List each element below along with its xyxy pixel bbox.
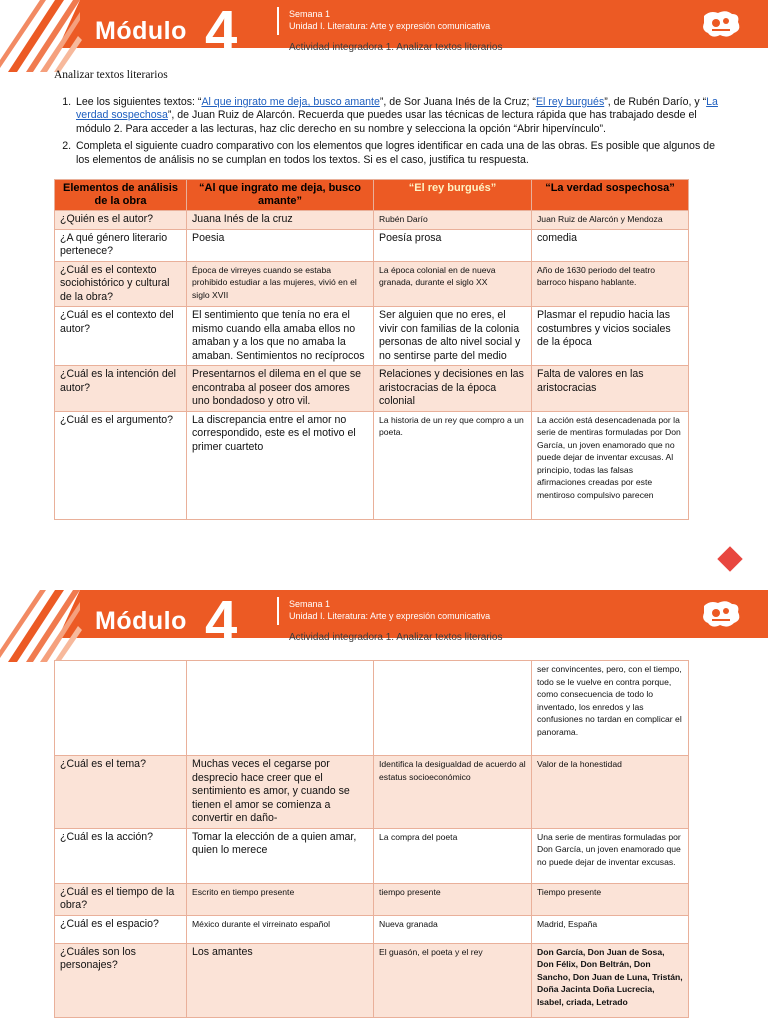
row-label: ¿Cuál es el espacio? <box>55 915 187 943</box>
row-label <box>55 661 187 756</box>
instruction-text: ”, de Sor Juana Inés de la Cruz; “ <box>379 96 536 108</box>
instructions-list <box>54 96 722 171</box>
table-cell: Poesia <box>187 229 374 261</box>
link-el-rey-burgues[interactable]: El rey burgués <box>535 96 605 108</box>
unit-label: Unidad I. Literatura: Arte y expresión comunicativa <box>289 21 491 31</box>
week-label: Semana 1 <box>289 9 331 19</box>
column-header: “El rey burgués” <box>374 180 532 211</box>
table-row <box>55 883 689 915</box>
table-cell: Presentarnos el dilema en el que se encontraba al poseer dos amores uno bondadoso y otro vil. <box>187 366 374 412</box>
instruction-text: Lee los siguientes textos: “ <box>76 96 202 108</box>
table-row <box>55 915 689 943</box>
module-number: 4 <box>205 0 238 64</box>
table-cell: Tomar la elección de a quien amar, quien lo merece <box>187 828 374 883</box>
row-label: ¿Cuál es el argumento? <box>55 411 187 519</box>
table-cell: Valor de la honestidad <box>532 756 689 829</box>
activity-label: Actividad integradora 1. Analizar textos literarios <box>289 42 503 53</box>
instruction-text: ”, de Juan Ruiz de Alarcón. Recuerda que puedes usar las técnicas de lectura rápida que has trabajado desde el módulo 2. Para acceder a las lecturas, haz clic derecho en su nombre y selecciona la opción “Abrir hipervínculo”. <box>76 109 697 135</box>
table-cell: Nueva granada <box>374 915 532 943</box>
document-title: Analizar textos literarios <box>54 69 168 81</box>
table-row <box>55 661 689 756</box>
table-row <box>55 229 689 261</box>
table-cell: tiempo presente <box>374 883 532 915</box>
table-cell: Época de virreyes cuando se estaba prohibido estudiar a las mujeres, vivió en el siglo XVII <box>187 261 374 307</box>
table-cell: Falta de valores en las aristocracias <box>532 366 689 412</box>
table-cell: La época colonial en de nueva granada, durante el siglo XX <box>374 261 532 307</box>
comparison-table-part-2 <box>54 660 689 1018</box>
row-label: ¿Cuál es el tema? <box>55 756 187 829</box>
table-cell <box>374 661 532 756</box>
table-cell: La discrepancia entre el amor no correspondido, este es el motivo el primer cuarteto <box>187 411 374 519</box>
table-cell: Plasmar el repudio hacia las costumbres y vicios sociales de la época <box>532 307 689 366</box>
module-word: Módulo <box>95 17 187 45</box>
table-cell: Don García, Don Juan de Sosa, Don Félix, Don Beltrán, Don Sancho, Don Juan de Luna, Tristán, Doña Jacinta Doña Lucrecia, Isabel, criada, Letrado <box>532 943 689 1017</box>
table-cell: Una serie de mentiras formuladas por Don García, un joven enamorado que no puede dejar de inventar excusas. <box>532 828 689 883</box>
instruction-text: ”, de Rubén Darío, y “ <box>604 96 707 108</box>
table-cell: Madrid, España <box>532 915 689 943</box>
row-label: ¿Cuál es la intención del autor? <box>55 366 187 412</box>
column-header: “La verdad sospechosa” <box>532 180 689 211</box>
table-cell: Identifica la desigualdad de acuerdo al estatus socioeconómico <box>374 756 532 829</box>
table-cell: La historia de un rey que compro a un poeta. <box>374 411 532 519</box>
table-cell: Poesía prosa <box>374 229 532 261</box>
table-cell: Año de 1630 periodo del teatro barroco hispano hablante. <box>532 261 689 307</box>
header-divider <box>277 7 279 35</box>
link-al-que-ingrato[interactable]: Al que ingrato me deja, busco amante <box>201 96 380 108</box>
table-cell: México durante el virreinato español <box>187 915 374 943</box>
activity-label: Actividad integradora 1. Analizar textos literarios <box>289 632 503 643</box>
row-label: ¿Cuáles son los personajes? <box>55 943 187 1017</box>
module-header <box>0 590 768 662</box>
table-cell: Los amantes <box>187 943 374 1017</box>
red-diamond-icon <box>717 546 742 571</box>
instruction-item <box>74 96 722 136</box>
table-row <box>55 307 689 366</box>
table-cell: La compra del poeta <box>374 828 532 883</box>
table-header-row <box>55 180 689 211</box>
row-label: ¿A qué género literario pertenece? <box>55 229 187 261</box>
table-cell: Tiempo presente <box>532 883 689 915</box>
comparison-table-part-1 <box>54 179 689 520</box>
table-row <box>55 943 689 1017</box>
unit-label: Unidad I. Literatura: Arte y expresión comunicativa <box>289 611 491 621</box>
table-cell <box>187 661 374 756</box>
table-cell: ser convincentes, pero, con el tiempo, todo se le vuelve en contra porque, como consecuencia de todo lo inventado, los enredos y las confusiones no tardan en complicar el panorama. <box>532 661 689 756</box>
row-label: ¿Cuál es el contexto del autor? <box>55 307 187 366</box>
week-label: Semana 1 <box>289 599 331 609</box>
table-cell: El guasón, el poeta y el rey <box>374 943 532 1017</box>
table-row <box>55 756 689 829</box>
table-cell: La acción está desencadenada por la serie de mentiras formuladas por Don García, un joven enamorado que no puede dejar de inventar excusas. Al principio, todas las falsas afirmaciones creadas por este mentiroso compulsivo parecen <box>532 411 689 519</box>
table-row <box>55 411 689 519</box>
table-cell: Juana Inés de la cruz <box>187 211 374 230</box>
row-label: ¿Cuál es la acción? <box>55 828 187 883</box>
table-cell: Ser alguien que no eres, el vivir con familias de la colonia personas de alto nivel social y no sentirse parte del medio <box>374 307 532 366</box>
prepa-logo-icon <box>700 598 742 630</box>
prepa-logo-icon <box>700 8 742 40</box>
table-row <box>55 828 689 883</box>
table-row <box>55 211 689 230</box>
table-cell: comedia <box>532 229 689 261</box>
column-header: “Al que ingrato me deja, busco amante” <box>187 180 374 211</box>
table-cell: Juan Ruiz de Alarcón y Mendoza <box>532 211 689 230</box>
row-label: ¿Cuál es el contexto sociohistórico y cultural de la obra? <box>55 261 187 307</box>
table-cell: El sentimiento que tenía no era el mismo cuando ella amaba ellos no amaban y a los que no amaba la amaban. Sentimientos no recíprocos <box>187 307 374 366</box>
row-label: ¿Quién es el autor? <box>55 211 187 230</box>
column-header: Elementos de análisis de la obra <box>55 180 187 211</box>
header-divider <box>277 597 279 625</box>
module-number: 4 <box>205 589 238 654</box>
table-cell: Rubén Darío <box>374 211 532 230</box>
module-header <box>0 0 768 72</box>
table-cell: Escrito en tiempo presente <box>187 883 374 915</box>
table-cell: Relaciones y decisiones en las aristocracias de la época colonial <box>374 366 532 412</box>
page-2 <box>0 590 768 1024</box>
link-la-verdad-sospechosa[interactable]: La verdad sospechosa <box>76 96 718 122</box>
table-cell: Muchas veces el cegarse por desprecio hace creer que el sentimiento es amor, y cuando se tienen el amor se comienza a convertir en daño- <box>187 756 374 829</box>
table-row <box>55 261 689 307</box>
table-row <box>55 366 689 412</box>
module-word: Módulo <box>95 607 187 635</box>
row-label: ¿Cuál es el tiempo de la obra? <box>55 883 187 915</box>
instruction-item: 2. Completa el siguiente cuadro comparativo con los elementos que logres identificar en cada una de las obras. Es posible que algunos de los elementos de análisis no se cumplan en todos los textos. Si es el caso, justifica tu respuesta. <box>74 140 722 167</box>
